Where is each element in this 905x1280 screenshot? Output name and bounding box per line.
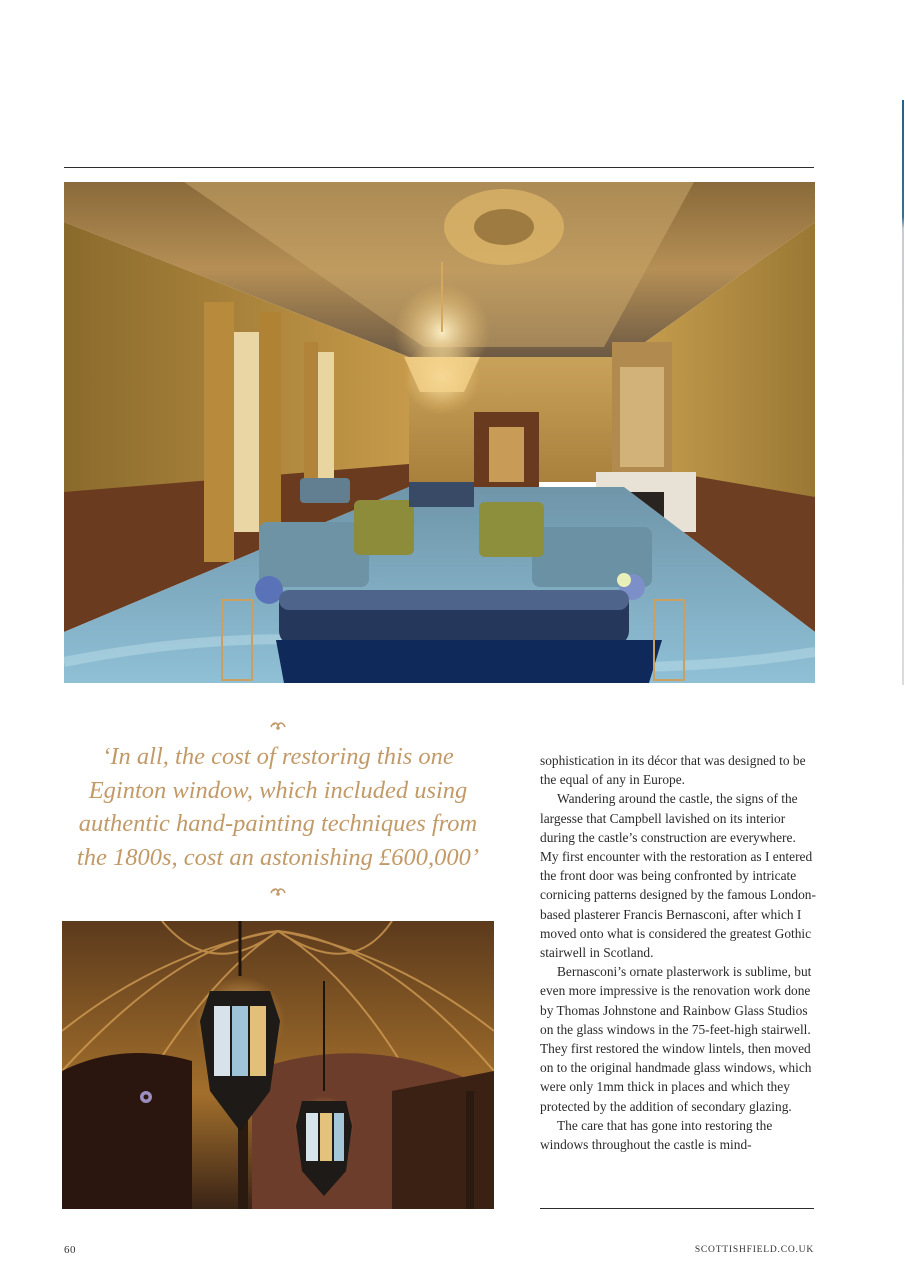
body-paragraph: The care that has gone into restoring the windows throughout the castle is mind- (540, 1117, 773, 1153)
top-rule (64, 167, 814, 168)
ornament-top-icon (268, 718, 288, 732)
pull-quote: ‘In all, the cost of restoring this one Eginton window, which included using authentic hand-painting techniques from the 1800s, cost an astonishing £600,000’ (76, 743, 480, 871)
body-paragraph: Bernasconi’s ornate plasterwork is sublime, but even more impressive is the renovation work done by Thomas Johnstone and Rainbow Glass Studios on the glass windows in the 75-feet-high stairwell. They first restored the window lintels, then moved on to the original handmade glass windows, which were only 1mm thick in places and which they protected by the addition of secondary glazing. (540, 964, 812, 1114)
body-paragraph: sophistication in its décor that was designed to be the equal of any in Europe. (540, 753, 806, 788)
ornament-bottom-icon (268, 884, 288, 898)
bottom-rule (540, 1208, 814, 1209)
body-paragraph: Wandering around the castle, the signs of the largesse that Campbell lavished on its interior during the castle’s construction are everywhere. My first encounter with the restoration as I entered the front door was being confronted by intricate cornicing patterns designed by the famous London-based plasterer Francis Bernasconi, after which I moved onto what is considered the greatest Gothic stairwell in Scotland. (540, 791, 816, 961)
page-number: 60 (64, 1244, 76, 1256)
article-body (540, 751, 816, 1154)
drawing-room-photo (64, 182, 815, 683)
stairwell-lanterns-photo (62, 921, 494, 1209)
website-footer: SCOTTISHFIELD.CO.UK (694, 1245, 814, 1255)
adjacent-page-edge (902, 100, 904, 685)
